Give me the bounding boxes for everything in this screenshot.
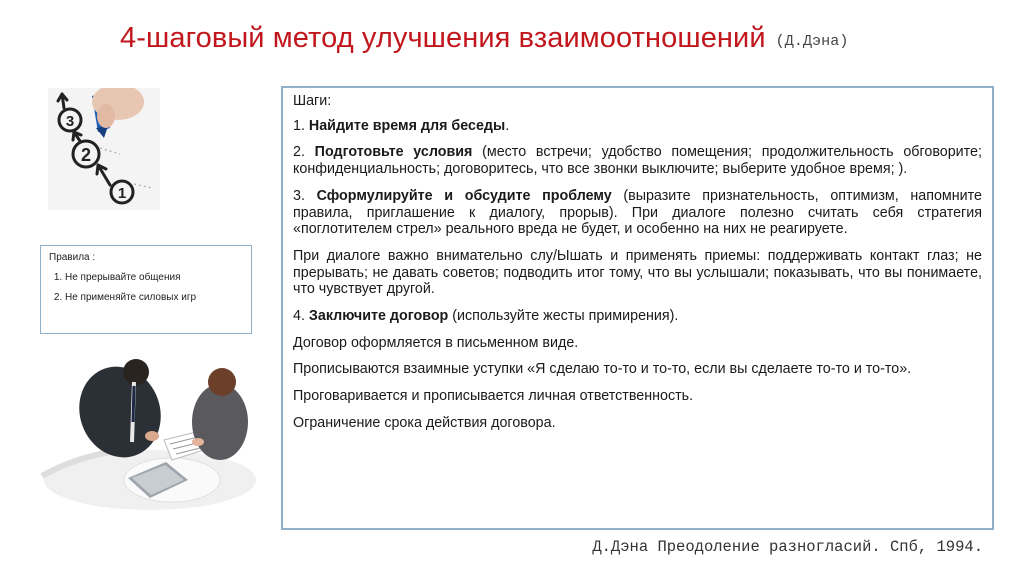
- step-4: [293, 308, 982, 325]
- woman-head: [208, 368, 236, 396]
- step-label-1: 1: [117, 185, 127, 202]
- step-label-2: 2: [80, 145, 92, 165]
- rules-title: Правила :: [49, 252, 96, 263]
- step-number: 4.: [293, 308, 309, 325]
- rule-item: 2. Не применяйте силовых игр: [65, 292, 243, 303]
- rules-list: [49, 272, 243, 303]
- citation: Д.Дэна Преодоление разногласий. Спб, 1994.: [592, 538, 983, 556]
- step-title: Найдите время для беседы: [308, 117, 506, 134]
- rules-box: [40, 245, 252, 334]
- step-1: [293, 118, 982, 135]
- step-text: .: [505, 117, 510, 134]
- step-number: 3.: [293, 187, 317, 204]
- title-author: (Д.Дэна): [775, 33, 849, 50]
- step-number: 1.: [293, 117, 309, 134]
- page-title: [120, 22, 848, 55]
- step-number: 2.: [293, 144, 315, 161]
- step-label-3: 3: [65, 113, 75, 130]
- responsibility-paragraph: Проговаривается и прописывается личная ответственность.: [293, 388, 694, 405]
- step-title: Подготовьте условия: [314, 144, 473, 161]
- term-paragraph: Ограничение срока действия договора.: [293, 414, 556, 431]
- business-meeting-illustration: [24, 352, 260, 512]
- dialog-paragraph: При диалоге важно внимательно слу/Ышать и применять приемы: поддерживать контакт глаз; не прерывать; не давать советов; подводить итог тому, что вы услышали; показывать, что вы понимаете, что чувствует другой.: [293, 247, 982, 298]
- concessions-paragraph: Прописываются взаимные уступки «Я сделаю то-то и то-то, если вы сделаете то-то и то-то».: [293, 361, 912, 378]
- step-text: (используйте жесты примирения).: [448, 308, 679, 325]
- step-3: [293, 188, 982, 238]
- numbered-steps-icon: [48, 88, 160, 210]
- step-2: [293, 144, 982, 177]
- step-text: (место встречи; удобство помещения; продолжительность обговорите; конфиденциальность; договоритесь, что все звонки выключите; выберите удобное время; ).: [293, 144, 982, 178]
- man-head: [123, 359, 149, 385]
- step-title: Сформулируйте и обсудите проблему: [316, 187, 612, 204]
- rule-item: 1. Не прерывайте общения: [65, 272, 243, 283]
- step-title: Заключите договор: [308, 308, 449, 325]
- contract-paragraph: Договор оформляется в письменном виде.: [293, 334, 579, 351]
- title-main: 4-шаговый метод улучшения взаимоотношений: [120, 22, 766, 54]
- steps-panel: [281, 86, 994, 530]
- steps-heading: Шаги:: [293, 93, 332, 109]
- step-text: (выразите признательность, оптимизм, напомните правила, приглашение к диалогу, прорыв). При диалоге полезно считать себя стратегия «поглотителем стрел» реального вреда не будет, и особенно на них не реагируете.: [293, 187, 982, 238]
